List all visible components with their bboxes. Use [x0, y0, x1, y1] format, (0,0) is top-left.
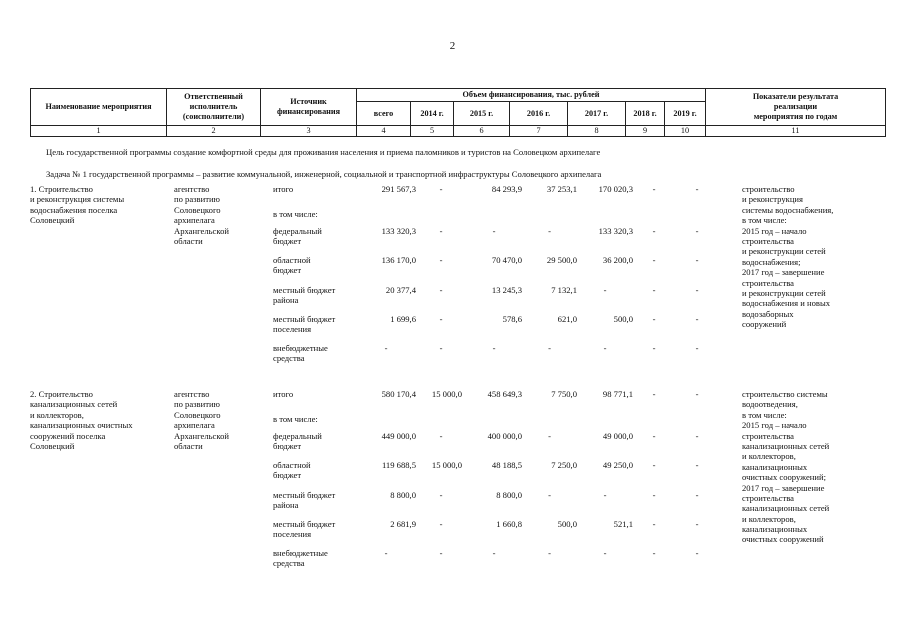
funding-value: - — [492, 226, 496, 236]
funding-value: - — [695, 490, 699, 500]
funding-value: 449 000,0 — [381, 431, 416, 441]
funding-value: 580 170,4 — [381, 389, 416, 399]
funding-value: 500,0 — [557, 519, 577, 529]
funding-value: - — [603, 285, 607, 295]
funding-value: 7 250,0 — [551, 460, 577, 470]
funding-value: - — [652, 490, 656, 500]
funding-value: - — [439, 343, 443, 353]
funding-value: - — [695, 431, 699, 441]
funding-value: - — [492, 343, 496, 353]
activity-name: 2. Строительство канализационных сетей и коллекторов, канализационных очистных сооружений поселка Соловецкий — [30, 389, 133, 451]
header-results: Показатели результата реализации мероприятия по годам — [706, 89, 886, 126]
col-number: 6 — [454, 126, 510, 137]
funding-value: 37 253,1 — [546, 184, 577, 194]
funding-value: 8 800,0 — [496, 490, 522, 500]
header-year-2018: 2018 г. — [626, 102, 665, 126]
funding-value: - — [492, 548, 496, 558]
funding-source: итого — [273, 184, 294, 194]
funding-value: 621,0 — [557, 314, 577, 324]
funding-value: - — [439, 490, 443, 500]
funding-value: - — [652, 431, 656, 441]
funding-value: 15 000,0 — [431, 460, 462, 470]
activity-executor: агентство по развитию Соловецкого архипелага Архангельской области — [174, 389, 229, 451]
funding-value: 48 188,5 — [491, 460, 522, 470]
funding-source: местный бюджет поселения — [273, 314, 336, 335]
funding-value: 29 500,0 — [546, 255, 577, 265]
activity-results: строительство и реконструкция системы водоснабжения, в том числе: 2015 год – начало строительства и реконструкции сетей водоснабжения; 2017 год – завершение строительства и реконструкции сетей водоснабжения и новых водозаборных сооружений — [742, 184, 834, 330]
funding-value: 1 660,8 — [496, 519, 522, 529]
funding-source: в том числе: — [273, 414, 318, 424]
funding-value: - — [695, 255, 699, 265]
funding-source: местный бюджет поселения — [273, 519, 336, 540]
funding-value: 291 567,3 — [381, 184, 416, 194]
funding-value: - — [548, 431, 551, 441]
header-year-2019: 2019 г. — [665, 102, 706, 126]
funding-value: - — [695, 226, 699, 236]
funding-source: внебюджетные средства — [273, 343, 328, 364]
activity-results: строительство системы водоотведения, в том числе: 2015 год – начало строительства канализационных сетей и коллекторов, канализационных очистных сооружений; 2017 год – завершение строительства канализационных сетей и коллекторов, канализационных очистных сооружений — [742, 389, 830, 545]
col-number: 10 — [665, 126, 706, 137]
funding-value: - — [439, 184, 443, 194]
funding-value: - — [439, 314, 443, 324]
funding-source: местный бюджет района — [273, 490, 336, 511]
col-number: 9 — [626, 126, 665, 137]
funding-value: - — [652, 255, 656, 265]
header-executor: Ответственный исполнитель (соисполнители) — [167, 89, 261, 126]
funding-value: - — [439, 431, 443, 441]
header-volume: Объем финансирования, тыс. рублей — [357, 89, 706, 102]
funding-value: 36 200,0 — [602, 255, 633, 265]
funding-value: 20 377,4 — [385, 285, 416, 295]
col-number: 7 — [510, 126, 568, 137]
header-total: всего — [357, 102, 411, 126]
funding-value: - — [652, 460, 656, 470]
funding-value: 133 320,3 — [381, 226, 416, 236]
funding-value: - — [652, 285, 656, 295]
header-source: Источник финансирования — [261, 89, 357, 126]
funding-value: 15 000,0 — [431, 389, 462, 399]
funding-value: 521,1 — [613, 519, 633, 529]
funding-value: - — [695, 519, 699, 529]
col-number: 8 — [568, 126, 626, 137]
funding-value: - — [603, 343, 607, 353]
funding-value: - — [652, 548, 656, 558]
col-number: 11 — [706, 126, 886, 137]
funding-value: - — [652, 184, 656, 194]
funding-value: 98 771,1 — [602, 389, 633, 399]
funding-value: - — [603, 490, 607, 500]
col-number: 4 — [357, 126, 411, 137]
funding-value: 13 245,3 — [491, 285, 522, 295]
funding-value: - — [548, 226, 551, 236]
funding-value: 170 020,3 — [598, 184, 633, 194]
funding-value: 578,6 — [502, 314, 522, 324]
funding-value: - — [603, 548, 607, 558]
header-year-2014: 2014 г. — [411, 102, 454, 126]
funding-source: федеральный бюджет — [273, 431, 322, 452]
funding-value: - — [652, 314, 656, 324]
funding-value: 458 649,3 — [487, 389, 522, 399]
funding-value: - — [439, 548, 443, 558]
funding-value: - — [439, 285, 443, 295]
funding-value: - — [548, 490, 551, 500]
funding-value: 500,0 — [613, 314, 633, 324]
funding-value: 119 688,5 — [381, 460, 416, 470]
page-number: 2 — [449, 40, 456, 52]
funding-value: - — [652, 519, 656, 529]
funding-value: 136 170,0 — [381, 255, 416, 265]
col-number: 5 — [411, 126, 454, 137]
funding-value: - — [439, 255, 443, 265]
funding-value: 7 132,1 — [551, 285, 577, 295]
funding-value: 2 681,9 — [390, 519, 416, 529]
funding-value: - — [695, 285, 699, 295]
funding-value: - — [695, 184, 699, 194]
funding-value: - — [652, 343, 656, 353]
funding-value: 133 320,3 — [598, 226, 633, 236]
funding-source: областной бюджет — [273, 460, 311, 481]
header-name: Наименование мероприятия — [31, 89, 167, 126]
funding-value: - — [548, 343, 551, 353]
header-year-2017: 2017 г. — [568, 102, 626, 126]
header-table — [30, 88, 886, 137]
funding-value: - — [652, 226, 656, 236]
header-year-2016: 2016 г. — [510, 102, 568, 126]
funding-value: - — [695, 343, 699, 353]
funding-source: итого — [273, 389, 294, 399]
funding-value: - — [695, 389, 699, 399]
funding-value: 49 250,0 — [602, 460, 633, 470]
funding-value: - — [695, 314, 699, 324]
funding-value: 1 699,6 — [390, 314, 416, 324]
funding-value: 70 470,0 — [491, 255, 522, 265]
col-number: 3 — [261, 126, 357, 137]
funding-value: 8 800,0 — [390, 490, 416, 500]
funding-value: 84 293,9 — [491, 184, 522, 194]
funding-source: федеральный бюджет — [273, 226, 322, 247]
col-number: 2 — [167, 126, 261, 137]
funding-value: - — [384, 548, 388, 558]
funding-value: 49 000,0 — [602, 431, 633, 441]
header-year-2015: 2015 г. — [454, 102, 510, 126]
funding-value: - — [384, 343, 388, 353]
funding-value: - — [695, 460, 699, 470]
funding-source: внебюджетные средства — [273, 548, 328, 569]
activity-executor: агентство по развитию Соловецкого архипелага Архангельской области — [174, 184, 229, 246]
funding-value: - — [439, 226, 443, 236]
funding-value: - — [695, 548, 699, 558]
funding-value: - — [652, 389, 656, 399]
activity-name: 1. Строительство и реконструкция системы водоснабжения поселка Соловецкий — [30, 184, 125, 226]
funding-source: областной бюджет — [273, 255, 311, 276]
funding-source: местный бюджет района — [273, 285, 336, 306]
funding-source: в том числе: — [273, 209, 318, 219]
program-goal: Цель государственной программы создание комфортной среды для проживания населения и приема паломников и туристов на Соловецком архипелаге — [46, 147, 601, 157]
funding-value: 400 000,0 — [487, 431, 522, 441]
col-number: 1 — [31, 126, 167, 137]
program-task: Задача № 1 государственной программы – развитие коммунальной, инженерной, социальной и транспортной инфраструктуры Соловецкого архипелага — [46, 169, 602, 179]
funding-value: - — [439, 519, 443, 529]
funding-value: 7 750,0 — [551, 389, 577, 399]
funding-value: - — [548, 548, 551, 558]
